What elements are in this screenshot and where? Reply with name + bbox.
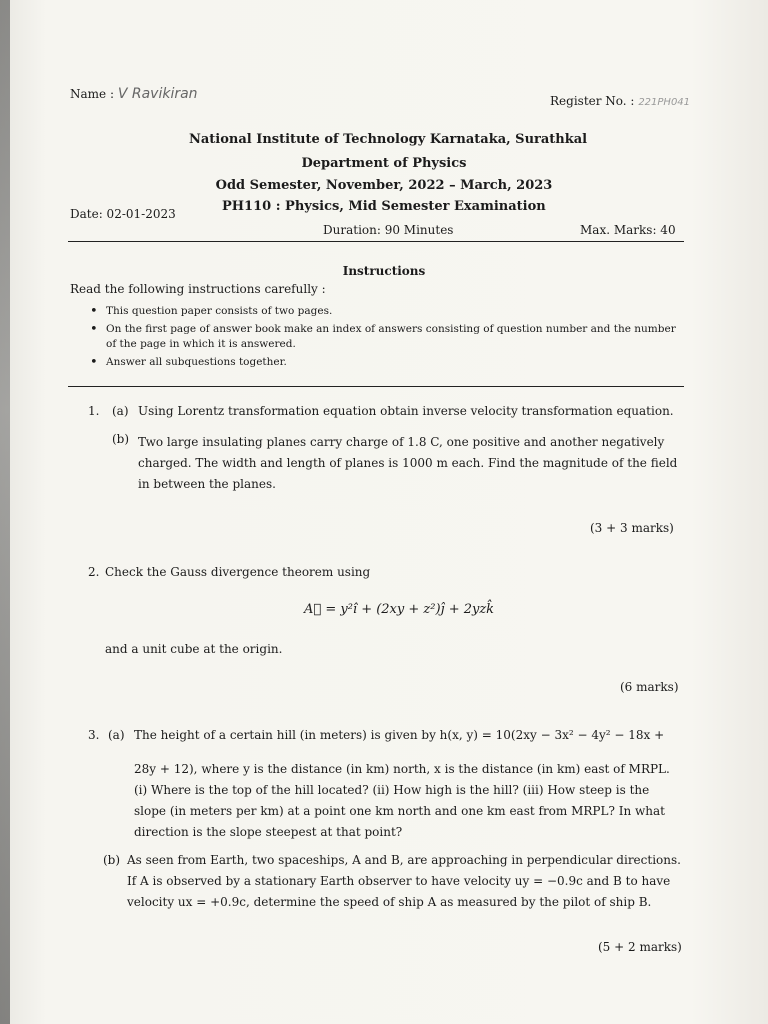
instructions-heading: Instructions bbox=[342, 264, 426, 278]
q2-vector-equation: A⃗ = y²î + (2xy + z²)ĵ + 2yzk̂ bbox=[304, 602, 495, 617]
q1b-label: (b) bbox=[112, 432, 130, 446]
instructions-divider bbox=[68, 386, 684, 387]
q2-marks: (6 marks) bbox=[620, 680, 679, 694]
q3a-line: (i) Where is the top of the hill located? (ii) How high is the hill? (iii) How steep is the bbox=[134, 783, 650, 797]
name-handwritten: V Ravikiran bbox=[117, 86, 198, 102]
course-line bbox=[222, 199, 546, 214]
course-code: PH110 bbox=[222, 199, 272, 214]
register-label: Register No. : bbox=[550, 94, 635, 108]
q3b-line: As seen from Earth, two spaceships, A and B, are approaching in perpendicular directions. bbox=[127, 853, 681, 867]
instructions-list bbox=[88, 304, 688, 373]
q3b-line: If A is observed by a stationary Earth observer to have velocity uy = −0.9c and B to have bbox=[127, 874, 671, 888]
q1-marks: (3 + 3 marks) bbox=[590, 521, 674, 535]
q3a-line: 28y + 12), where y is the distance (in km) north, x is the distance (in km) east of MRPL. bbox=[134, 762, 670, 776]
department-name: Department of Physics bbox=[301, 156, 467, 171]
institute-name: National Institute of Technology Karnataka, Surathkal bbox=[189, 132, 588, 147]
course-title: : Physics, Mid Semester Examination bbox=[275, 199, 546, 214]
semester-line: Odd Semester, November, 2022 – March, 2023 bbox=[215, 178, 553, 193]
q3a-label: (a) bbox=[108, 728, 125, 742]
max-marks: Max. Marks: 40 bbox=[580, 223, 676, 237]
q3a-line: slope (in meters per km) at a point one km north and one km east from MRPL? In what bbox=[134, 804, 665, 818]
exam-duration: Duration: 90 Minutes bbox=[323, 223, 454, 237]
q3a-line: direction is the slope steepest at that point? bbox=[134, 825, 403, 839]
q3-marks: (5 + 2 marks) bbox=[598, 940, 682, 954]
register-handwritten: 221PH041 bbox=[638, 97, 691, 108]
q3b-label: (b) bbox=[103, 853, 121, 867]
q1a-text: Using Lorentz transformation equation obtain inverse velocity transformation equation. bbox=[138, 404, 674, 418]
name-label: Name : bbox=[70, 87, 114, 101]
q3-number: 3. bbox=[88, 728, 100, 742]
q2-number: 2. bbox=[88, 565, 100, 579]
page-edge-shadow bbox=[0, 0, 10, 1024]
instruction-item: • This question paper consists of two pages. bbox=[88, 304, 688, 319]
instruction-item: • On the first page of answer book make an index of answers consisting of question number and the number of the page in which it is answered. bbox=[88, 322, 688, 352]
instructions-intro: Read the following instructions carefully : bbox=[70, 282, 326, 296]
q1-number: 1. bbox=[88, 404, 100, 418]
register-line bbox=[550, 94, 690, 108]
q2-text: Check the Gauss divergence theorem using bbox=[105, 565, 371, 579]
exam-date: Date: 02-01-2023 bbox=[70, 207, 176, 221]
name-line bbox=[70, 86, 198, 102]
q1a-label: (a) bbox=[112, 404, 129, 418]
q3b-line: velocity ux = +0.9c, determine the speed of ship A as measured by the pilot of ship B. bbox=[127, 895, 652, 909]
q2-text-continued: and a unit cube at the origin. bbox=[105, 642, 283, 656]
instruction-item: • Answer all subquestions together. bbox=[88, 355, 688, 370]
q1b-text: Two large insulating planes carry charge of 1.8 C, one positive and another negatively charged. The width and length of planes is 1000 m each. Find the magnitude of the field in between the planes. bbox=[138, 435, 678, 491]
header-divider bbox=[68, 241, 684, 242]
q3a-line: The height of a certain hill (in meters) is given by h(x, y) = 10(2xy − 3x² − 4y² − 18x + bbox=[134, 728, 665, 742]
